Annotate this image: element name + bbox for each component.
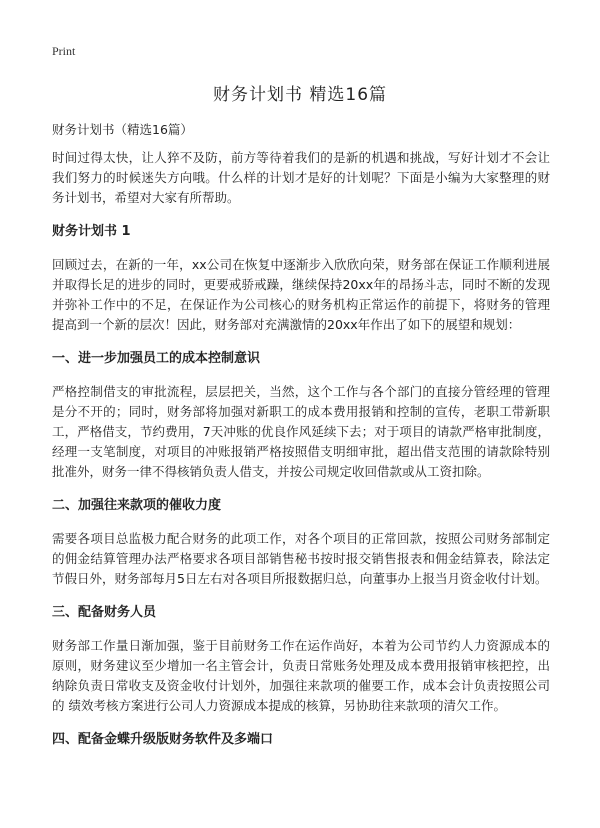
heading-collection: 二、加强往来款项的催收力度 — [52, 498, 222, 513]
heading-software: 四、配备金蝶升级版财务软件及多端口 — [52, 732, 274, 747]
heading-staffing: 三、配备财务人员 — [52, 605, 157, 620]
page-title: 财务计划书 精选16篇 — [212, 85, 388, 105]
heading-cost-control: 一、进一步加强员工的成本控制意识 — [52, 351, 261, 366]
paragraph-staffing: 财务部工作量日渐加强，鉴于目前财务工作在运作尚好，本着为公司节约人力资源成本的原则，财务建议至少增加一名主管会计，负责日常账务处理及成本费用报销审核把控，出纳除负责日常收支及资金收付计划外，加强往来款项的催要工作，成本会计负责按照公司的 绩效考核方案进行公司人力资源成本提成的核算，另协助往来款项的清欠工作。 — [52, 638, 550, 713]
paragraph-cost-control: 严格控制借支的审批流程，层层把关，当然，这个工作与各个部门的直接分管经理的管理是分不开的；同时，财务部将加强对新职工的成本费用报销和控制的宣传，老职工带新职工，严格借支，节约费用，7天冲账的优良作风延续下去；对于项目的请款严格审批制度，经理一支笔制度，对项目的冲账报销严格按照借支明细审批，超出借支范围的请款除特别批准外，财务一律不得核销负责人借支，并按公司规定收回借款或从工资扣除。 — [52, 384, 550, 479]
print-link[interactable]: Print — [52, 44, 76, 58]
document-body — [52, 120, 550, 763]
section-1-paragraph: 回顾过去，在新的一年，xx公司在恢复中逐渐步入欣欣向荣，财务部在保证工作顺利进展并取得长足的进步的同时，更要戒骄戒躁，继续保持20xx年的昂扬斗志，同时不断的发现并弥补工作中的不足，在保证作为公司核心的财务机构正常运作的前提下，将财务的管理提高到一个新的层次！因此，财务部对充满激情的20xx年作出了如下的展望和规划： — [52, 257, 550, 332]
section-heading-1: 财务计划书 1 — [52, 224, 131, 239]
intro-paragraph: 时间过得太快，让人猝不及防，前方等待着我们的是新的机遇和挑战，写好计划才不会让我们努力的时候迷失方向哦。什么样的计划才是好的计划呢？下面是小编为大家整理的财务计划书，希望对大家有所帮助。 — [52, 150, 550, 205]
document-subtitle: 财务计划书（精选16篇） — [52, 122, 193, 137]
paragraph-collection: 需要各项目总监极力配合财务的此项工作，对各个项目的正常回款，按照公司财务部制定的佣金结算管理办法严格要求各项目部销售秘书按时报交销售报表和佣金结算表，除法定节假日外，财务部每月5日左右对各项目所报数据归总，向董事办上报当月资金收付计划。 — [52, 531, 550, 586]
